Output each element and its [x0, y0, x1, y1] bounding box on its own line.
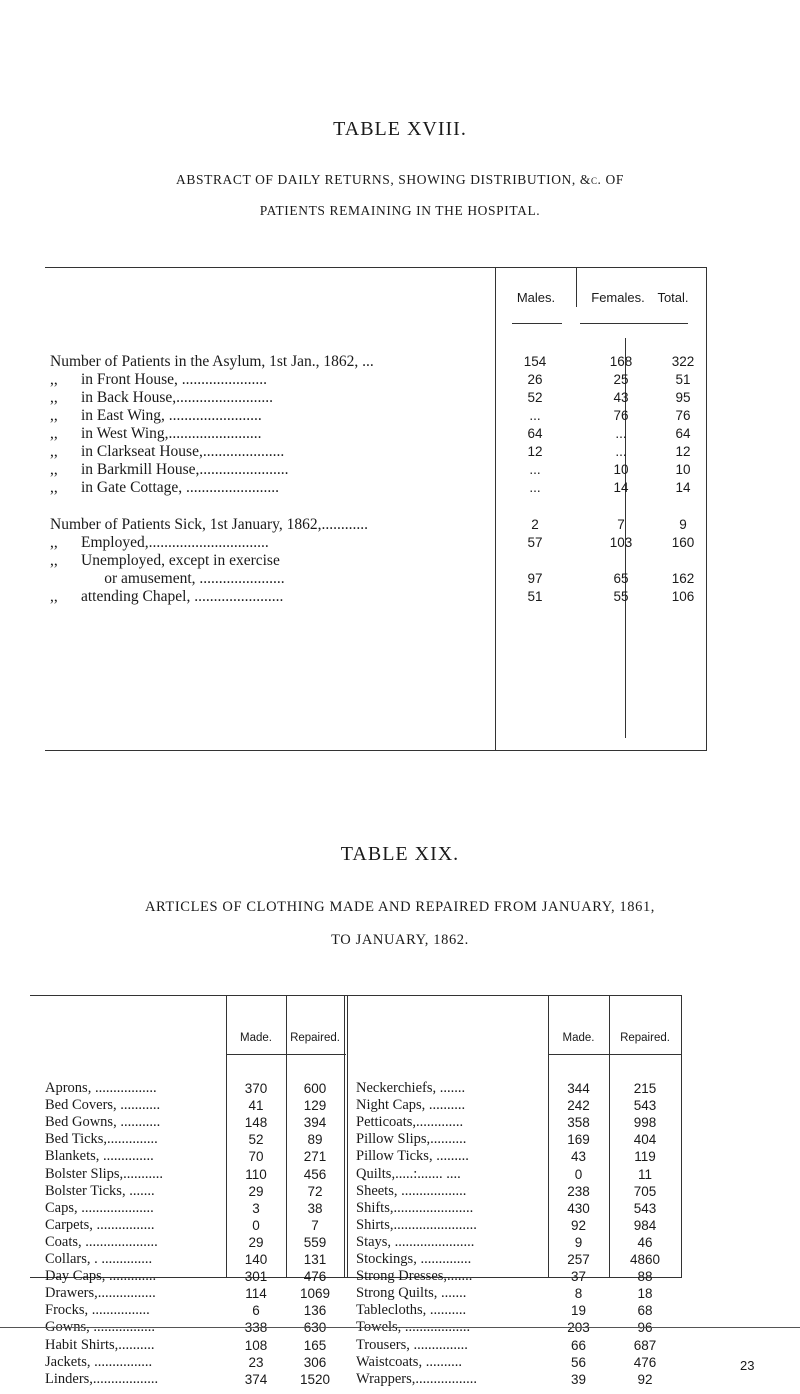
- article-label: Shifts,......................: [356, 1199, 474, 1216]
- table-19-right-border: [681, 995, 682, 1277]
- table-18-col-divider: [576, 267, 577, 307]
- males-value: 26: [527, 372, 543, 387]
- article-label: Pillow Slips,..........: [356, 1131, 467, 1148]
- males-value: ...: [529, 480, 541, 495]
- table-19-header-rule: [548, 1054, 681, 1055]
- made-value: 19: [570, 1303, 587, 1319]
- made-value: 108: [244, 1337, 268, 1353]
- repaired-value: 705: [633, 1183, 657, 1199]
- made-value: 110: [245, 1166, 267, 1182]
- article-label: Quilts,.....:....... ....: [356, 1165, 461, 1182]
- made-value: 0: [574, 1166, 583, 1182]
- made-value: 169: [567, 1132, 590, 1148]
- total-value: 64: [675, 426, 691, 441]
- table-19-col-divider: [347, 995, 348, 1277]
- repaired-value: 89: [307, 1132, 323, 1148]
- males-value: 97: [527, 571, 543, 586]
- table-row: [45, 570, 705, 587]
- table-row: [45, 552, 705, 569]
- females-value: 25: [613, 372, 629, 387]
- made-value: 37: [570, 1269, 587, 1285]
- repaired-value: 559: [303, 1234, 327, 1250]
- repaired-value: 68: [637, 1303, 653, 1319]
- row-label: ,, Unemployed, except in exercise: [50, 552, 280, 569]
- total-value: 162: [671, 571, 695, 586]
- males-value: ...: [529, 462, 541, 477]
- table-18-top-rule: [45, 267, 707, 268]
- made-value: 344: [567, 1081, 590, 1096]
- row-label: ,, in Back House,.........................: [50, 389, 274, 406]
- article-label: Habit Shirts,..........: [45, 1336, 155, 1353]
- made-value: 9: [574, 1234, 583, 1250]
- article-label: Aprons, .................: [45, 1080, 157, 1096]
- col-header-made-right: Made.: [562, 1032, 595, 1044]
- table-row: [45, 425, 705, 442]
- repaired-value: 476: [303, 1269, 327, 1285]
- females-value: 55: [613, 589, 629, 604]
- row-label: ,, Employed,...............................: [50, 534, 269, 551]
- females-value: 14: [613, 480, 629, 495]
- row-label: ,, in Gate Cottage, ........................: [50, 479, 280, 496]
- table-row: [45, 516, 705, 533]
- repaired-value: 4860: [629, 1252, 661, 1267]
- repaired-value: 1520: [299, 1371, 331, 1387]
- repaired-value: 404: [633, 1132, 657, 1148]
- made-value: 370: [244, 1081, 268, 1096]
- row-label: ,, in East Wing, ........................: [50, 407, 262, 424]
- col-header-repaired-right: Repaired.: [620, 1032, 670, 1044]
- col-header-made-left: Made.: [240, 1032, 272, 1044]
- females-value: ...: [615, 444, 627, 459]
- total-value: 51: [675, 372, 691, 387]
- females-value: 65: [613, 571, 629, 586]
- made-value: 66: [570, 1337, 587, 1353]
- article-label: Collars, . ..............: [45, 1251, 153, 1267]
- made-value: 3: [252, 1200, 260, 1216]
- article-label: Neckerchiefs, .......: [356, 1080, 466, 1096]
- table-row: [45, 353, 705, 370]
- repaired-value: 38: [307, 1200, 323, 1216]
- row-label: ,, attending Chapel, .......................: [50, 588, 284, 605]
- article-label: Trousers, ...............: [356, 1336, 468, 1353]
- made-value: 430: [567, 1200, 590, 1216]
- made-value: 358: [567, 1115, 590, 1131]
- repaired-value: 630: [303, 1320, 327, 1336]
- made-value: 70: [248, 1149, 264, 1165]
- article-label: Day Caps, .............: [45, 1268, 157, 1285]
- made-value: 92: [570, 1217, 587, 1233]
- table-18-header-rule: [580, 323, 688, 324]
- table-19-subtitle-line1: ARTICLES OF CLOTHING MADE AND REPAIRED FROM JANUARY, 1861,: [144, 899, 656, 915]
- made-value: 242: [567, 1098, 590, 1114]
- repaired-value: 476: [633, 1354, 657, 1370]
- table-row: [45, 443, 705, 460]
- males-value: ...: [529, 408, 541, 423]
- article-label: Sheets, ..................: [356, 1182, 467, 1199]
- table-row: [45, 461, 705, 478]
- table-18-col-divider: [495, 267, 496, 751]
- table-19-header-rule: [226, 1054, 346, 1055]
- article-label: Strong Quilts, .......: [356, 1285, 467, 1302]
- repaired-value: 165: [303, 1337, 327, 1353]
- article-label: Wrappers,.................: [356, 1370, 478, 1387]
- table-19-subtitle-line2: TO JANUARY, 1862.: [331, 932, 469, 948]
- made-value: 257: [567, 1252, 590, 1267]
- row-label: ,, in Clarkseat House,.....................: [50, 443, 285, 460]
- made-value: 114: [245, 1286, 267, 1302]
- females-value: 103: [609, 535, 633, 550]
- table-18-title: TABLE XVIII.: [333, 118, 467, 140]
- table-row: [45, 534, 705, 551]
- repaired-value: 18: [637, 1286, 653, 1302]
- repaired-value: 394: [303, 1115, 327, 1131]
- article-label: Bolster Ticks, .......: [45, 1182, 155, 1199]
- made-value: 338: [244, 1320, 268, 1336]
- made-value: 6: [252, 1303, 260, 1319]
- article-label: Bed Covers, ...........: [45, 1097, 161, 1114]
- table-19-title: TABLE XIX.: [340, 843, 460, 865]
- total-value: 95: [675, 390, 691, 405]
- made-value: 374: [244, 1371, 268, 1387]
- table-18-bottom-rule: [45, 750, 707, 751]
- repaired-value: 92: [637, 1371, 653, 1387]
- table-19-top-rule: [30, 995, 682, 996]
- repaired-value: 306: [303, 1354, 327, 1370]
- total-value: 322: [671, 354, 695, 369]
- article-label: Bed Ticks,..............: [45, 1131, 158, 1148]
- made-value: 52: [248, 1132, 264, 1148]
- total-value: 106: [671, 589, 695, 604]
- table-row: [45, 479, 705, 496]
- made-value: 8: [574, 1286, 583, 1302]
- table-row: [45, 407, 705, 424]
- article-label: Pillow Ticks, .........: [356, 1148, 469, 1165]
- total-value: 9: [679, 517, 687, 532]
- made-value: 56: [570, 1354, 587, 1370]
- row-label: ,, in Barkmill House,.......................: [50, 461, 289, 478]
- repaired-value: 136: [303, 1303, 327, 1319]
- article-label: Carpets, ................: [45, 1216, 155, 1233]
- made-value: 39: [570, 1371, 587, 1387]
- females-value: 43: [613, 390, 629, 405]
- repaired-value: 600: [303, 1081, 327, 1096]
- article-label: Frocks, ................: [45, 1302, 150, 1319]
- females-value: 10: [613, 462, 629, 477]
- table-row: [45, 389, 705, 406]
- made-value: 23: [248, 1354, 264, 1370]
- repaired-value: 456: [303, 1166, 327, 1182]
- row-label: ,, in Front House, ......................: [50, 371, 267, 388]
- females-value: ...: [615, 426, 627, 441]
- article-label: Petticoats,.............: [356, 1114, 464, 1131]
- table-18-subtitle-line1: ABSTRACT OF DAILY RETURNS, SHOWING DISTRIBUTION, &c. OF: [176, 172, 624, 187]
- repaired-value: 7: [311, 1217, 319, 1233]
- repaired-value: 88: [637, 1269, 653, 1285]
- article-label: Bed Gowns, ...........: [45, 1114, 161, 1131]
- table-19-col-divider: [344, 995, 345, 1277]
- females-value: 76: [613, 408, 629, 423]
- males-value: 12: [527, 444, 543, 459]
- total-value: 14: [675, 480, 691, 495]
- males-value: 51: [527, 589, 543, 604]
- repaired-value: 215: [633, 1081, 657, 1096]
- made-value: 148: [244, 1115, 268, 1131]
- repaired-value: 1069: [299, 1286, 331, 1302]
- made-value: 29: [248, 1183, 264, 1199]
- article-label: Drawers,................: [45, 1285, 156, 1302]
- article-label: Blankets, ..............: [45, 1148, 154, 1165]
- males-value: 64: [527, 426, 543, 441]
- article-label: Night Caps, ..........: [356, 1097, 466, 1114]
- col-header-repaired-left: Repaired.: [290, 1032, 340, 1044]
- repaired-value: 998: [633, 1115, 657, 1131]
- repaired-value: 129: [303, 1098, 327, 1114]
- made-value: 41: [248, 1098, 264, 1114]
- article-label: Waistcoats, ..........: [356, 1353, 462, 1370]
- col-header-females: Females.: [591, 290, 645, 305]
- row-label: or amusement, ......................: [50, 570, 285, 587]
- article-label: Gowns, .................: [45, 1319, 155, 1336]
- page-bottom-rule: [0, 1327, 800, 1328]
- row-label: Number of Patients in the Asylum, 1st Jan., 1862, ...: [50, 353, 374, 370]
- females-value: 168: [609, 354, 633, 369]
- repaired-value: 72: [307, 1183, 323, 1199]
- made-value: 140: [244, 1252, 268, 1267]
- made-value: 203: [567, 1320, 590, 1336]
- males-value: 2: [531, 517, 539, 532]
- table-row: [45, 588, 705, 605]
- total-value: 76: [675, 408, 691, 423]
- article-label: Towels, ..................: [356, 1319, 471, 1336]
- article-label: Shirts,.......................: [356, 1216, 477, 1233]
- col-header-males: Males.: [516, 290, 556, 305]
- repaired-value: 11: [637, 1166, 652, 1182]
- article-label: Jackets, ................: [45, 1353, 153, 1370]
- made-value: 0: [252, 1217, 260, 1233]
- repaired-value: 984: [633, 1217, 657, 1233]
- total-value: 12: [675, 444, 691, 459]
- total-value: 10: [675, 462, 691, 477]
- article-label: Strong Dresses,.......: [356, 1268, 473, 1285]
- page-number: 23: [740, 1358, 755, 1373]
- article-label: Caps, ....................: [45, 1199, 154, 1216]
- males-value: 57: [527, 535, 543, 550]
- article-label: Bolster Slips,...........: [45, 1165, 164, 1182]
- article-label: Stays, ......................: [356, 1233, 475, 1250]
- females-value: 7: [617, 517, 625, 532]
- repaired-value: 46: [637, 1234, 653, 1250]
- made-value: 29: [248, 1234, 264, 1250]
- row-label: ,, in West Wing,........................: [50, 425, 262, 442]
- repaired-value: 543: [633, 1098, 657, 1114]
- table-18-subtitle-line2: PATIENTS REMAINING IN THE HOSPITAL.: [259, 203, 541, 218]
- article-label: Stockings, ..............: [356, 1251, 472, 1267]
- article-label: Linders,..................: [45, 1370, 159, 1387]
- repaired-value: 119: [634, 1149, 656, 1165]
- repaired-value: 271: [303, 1149, 327, 1165]
- made-value: 238: [567, 1183, 590, 1199]
- col-header-total: Total.: [657, 290, 689, 305]
- row-label: Number of Patients Sick, 1st January, 1862,............: [50, 516, 368, 533]
- repaired-value: 96: [637, 1320, 653, 1336]
- made-value: 43: [570, 1149, 587, 1165]
- table-18-header-rule: [512, 323, 562, 324]
- repaired-value: 131: [303, 1252, 327, 1267]
- article-label: Coats, ....................: [45, 1233, 158, 1250]
- made-value: 301: [244, 1269, 268, 1285]
- table-18-right-border: [706, 267, 707, 751]
- total-value: 160: [671, 535, 695, 550]
- repaired-value: 543: [633, 1200, 657, 1216]
- article-label: Tablecloths, ..........: [356, 1302, 467, 1319]
- males-value: 52: [527, 390, 543, 405]
- males-value: 154: [523, 354, 547, 369]
- table-row: [45, 371, 705, 388]
- repaired-value: 687: [633, 1337, 657, 1353]
